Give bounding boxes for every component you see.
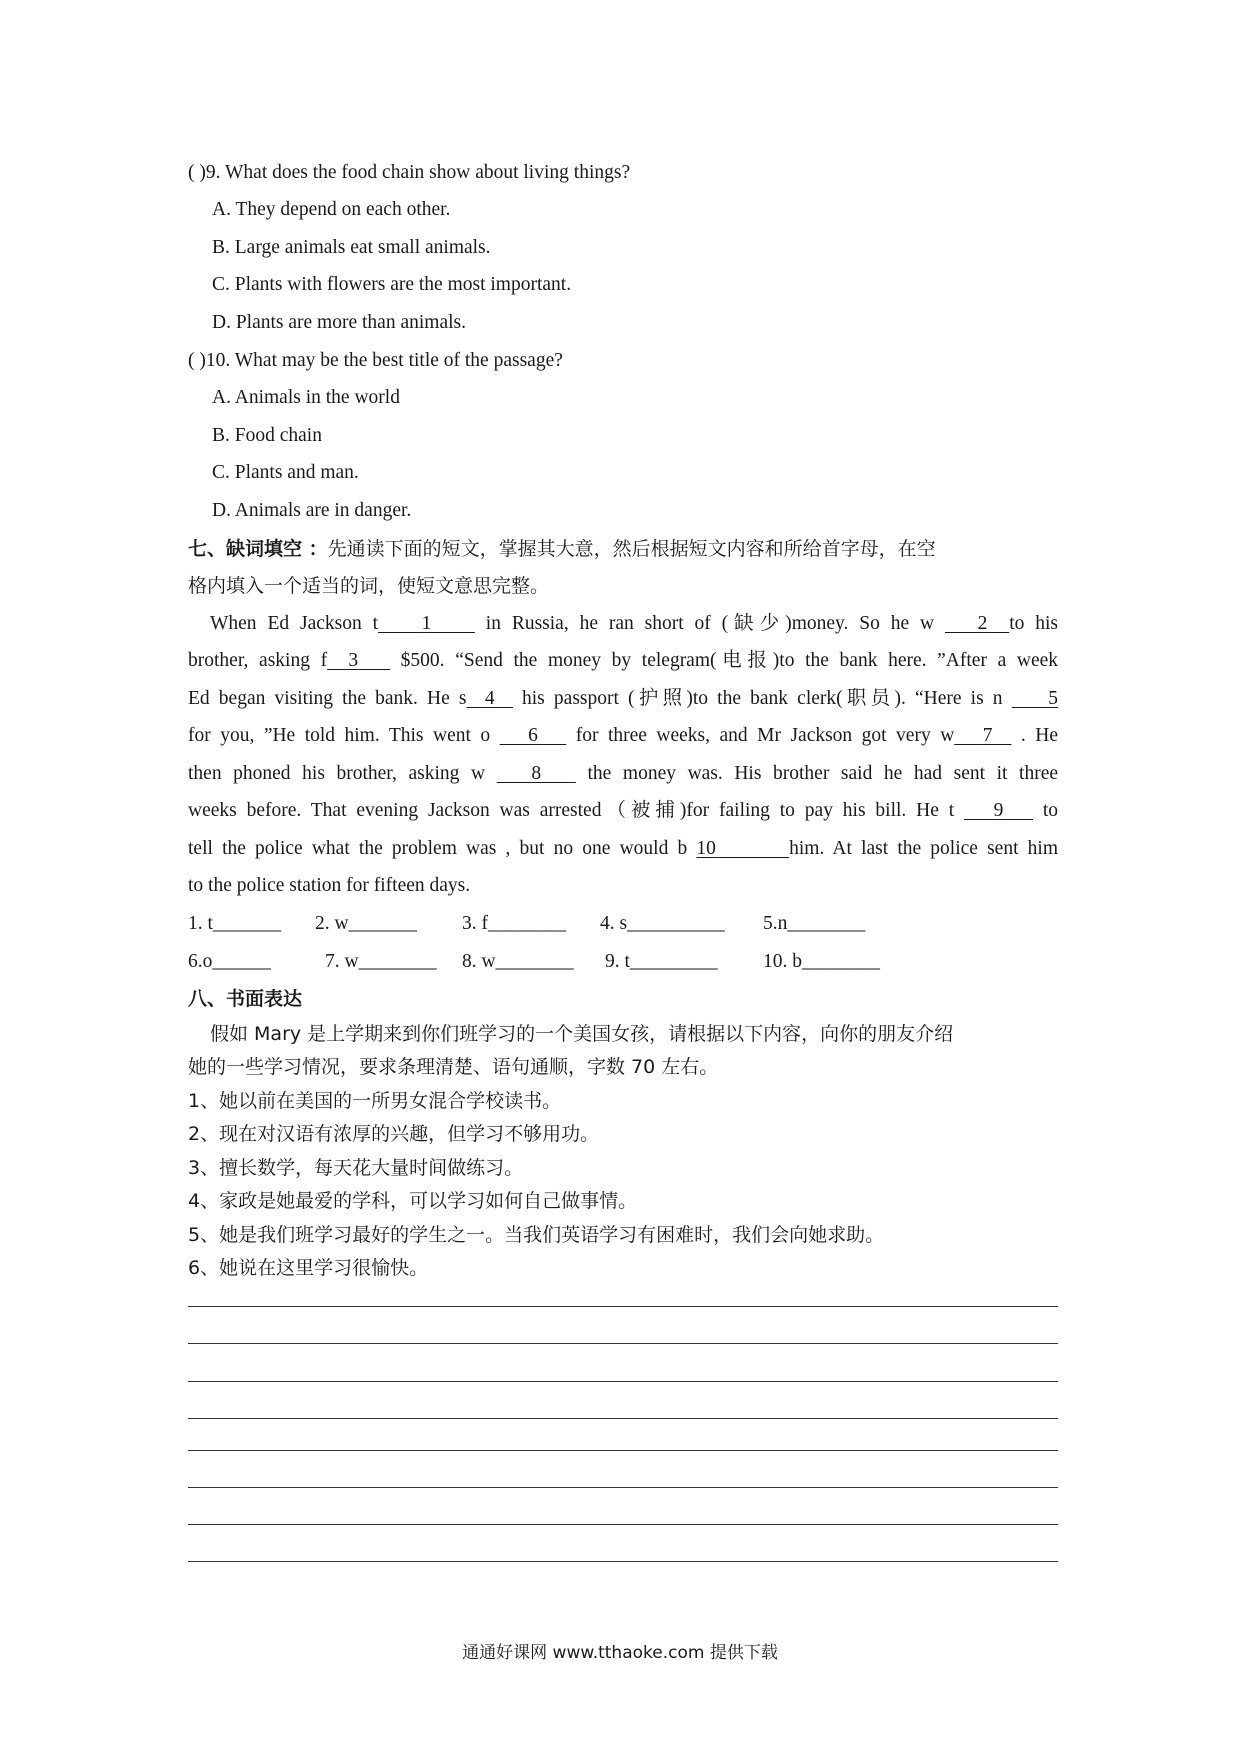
passage-text: for three weeks, and Mr Jackson got very w	[566, 725, 955, 746]
writing-point-2: 2、现在对汉语有浓厚的兴趣，但学习不够用功。	[188, 1123, 600, 1145]
passage-text: When Ed Jackson t	[210, 613, 379, 634]
blank-number: 4	[484, 688, 495, 709]
blank-number: 7	[982, 725, 993, 746]
passage-line	[188, 648, 1058, 674]
blank-number: 1	[421, 613, 432, 634]
q9-option-d: D. Plants are more than animals.	[212, 312, 466, 333]
writing-point-3: 3、擅长数学，每天花大量时间做练习。	[188, 1157, 524, 1179]
q9-option-b: B. Large animals eat small animals.	[212, 237, 491, 258]
question-10-stem: ( )10. What may be the best title of the passage?	[188, 350, 563, 371]
passage-line	[210, 611, 1058, 637]
section-7-instruction-line2: 格内填入一个适当的词，使短文意思完整。	[188, 575, 550, 597]
passage-line	[188, 798, 1058, 824]
passage-line	[188, 723, 1058, 749]
writing-line[interactable]	[188, 1418, 1058, 1419]
q9-option-a: A. They depend on each other.	[212, 199, 451, 220]
passage-text: to his	[1009, 613, 1059, 634]
section-8-heading: 八、书面表达	[188, 988, 303, 1010]
passage-line	[188, 836, 1058, 862]
blank-number: 3	[348, 650, 359, 671]
passage-text: him. At last the police sent him	[789, 838, 1058, 859]
passage-text: for you, ”He told him. This went o	[188, 725, 500, 746]
blank-1	[378, 613, 475, 634]
q10-option-a: A. Animals in the world	[212, 387, 400, 408]
passage-line: to the police station for fifteen days.	[188, 875, 471, 896]
blank-number: 5	[1048, 688, 1059, 709]
writing-line[interactable]	[188, 1306, 1058, 1307]
q10-option-b: B. Food chain	[212, 425, 322, 446]
question-9-stem: ( )9. What does the food chain show about living things?	[188, 162, 631, 183]
passage-line	[188, 761, 1058, 787]
answer-slot-3[interactable]: 3. f________	[462, 913, 566, 934]
writing-line[interactable]	[188, 1524, 1058, 1525]
blank-number: 6	[528, 725, 538, 746]
writing-line[interactable]	[188, 1381, 1058, 1382]
blank-number: 9	[993, 800, 1004, 821]
passage-text: . He	[1011, 725, 1059, 746]
answer-slot-2[interactable]: 2. w_______	[315, 913, 417, 934]
blank-number: 10	[696, 838, 716, 859]
passage-text: weeks before. That evening Jackson was arrested（被捕)for failing to pay his bill. He t	[188, 800, 965, 821]
blank-2	[945, 613, 1009, 634]
blank-8	[497, 763, 576, 784]
writing-point-6: 6、她说在这里学习很愉快。	[188, 1257, 429, 1279]
section-8-intro-line2: 她的一些学习情况，要求条理清楚、语句通顺，字数 70 左右。	[188, 1056, 719, 1078]
blank-4	[467, 688, 513, 709]
section-8-intro-line1: 假如 Mary 是上学期来到你们班学习的一个美国女孩，请根据以下内容，向你的朋友介绍	[210, 1023, 954, 1045]
section-7-instruction	[188, 536, 1058, 562]
q9-option-c: C. Plants with flowers are the most important.	[212, 274, 572, 295]
passage-text: then phoned his brother, asking w	[188, 763, 497, 784]
writing-line[interactable]	[188, 1343, 1058, 1344]
blank-9	[964, 800, 1033, 821]
blank-number: 2	[977, 613, 988, 634]
passage-text: in Russia, he ran short of (缺少)money. So he w	[474, 613, 946, 634]
passage-text: tell the police what the problem was , but no one would b	[188, 838, 697, 859]
blank-5	[1012, 688, 1058, 709]
passage-text: brother, asking f	[188, 650, 328, 671]
answer-slot-5[interactable]: 5.n________	[763, 913, 866, 934]
writing-point-5: 5、她是我们班学习最好的学生之一。当我们英语学习有困难时，我们会向她求助。	[188, 1224, 885, 1246]
blank-number: 8	[531, 763, 542, 784]
blank-7	[954, 725, 1011, 746]
answer-slot-4[interactable]: 4. s__________	[600, 913, 725, 934]
answer-slot-9[interactable]: 9. t_________	[605, 951, 718, 972]
writing-line[interactable]	[188, 1450, 1058, 1451]
passage-text: his passport (护照)to the bank clerk(职员). “Here is n	[512, 688, 1012, 709]
passage-text: to	[1032, 800, 1059, 821]
blank-10	[696, 838, 789, 859]
answer-slot-6[interactable]: 6.o______	[188, 951, 271, 972]
section-7-instruction-line1: 先通读下面的短文，掌握其大意，然后根据短文内容和所给首字母，在空	[327, 538, 936, 560]
answer-slot-7[interactable]: 7. w________	[325, 951, 437, 972]
writing-line[interactable]	[188, 1487, 1058, 1488]
answer-slot-10[interactable]: 10. b________	[763, 951, 880, 972]
writing-point-4: 4、家政是她最爱的学科，可以学习如何自己做事情。	[188, 1190, 638, 1212]
passage-text: Ed began visiting the bank. He s	[188, 688, 467, 709]
q10-option-c: C. Plants and man.	[212, 462, 359, 483]
writing-point-1: 1、她以前在美国的一所男女混合学校读书。	[188, 1090, 562, 1112]
q10-option-d: D. Animals are in danger.	[212, 500, 412, 521]
passage-line	[188, 686, 1058, 712]
answer-slot-1[interactable]: 1. t_______	[188, 913, 282, 934]
blank-3	[327, 650, 390, 671]
passage-text: the money was. His brother said he had sent it three	[575, 763, 1059, 784]
answer-slot-8[interactable]: 8. w________	[462, 951, 574, 972]
blank-6	[500, 725, 567, 746]
footer-credit: 通通好课网 www.tthaoke.com 提供下载	[462, 1643, 778, 1663]
writing-line[interactable]	[188, 1561, 1058, 1562]
passage-text: $500. “Send the money by telegram(电报)to the bank here. ”After a week	[390, 650, 1059, 671]
section-7-heading: 七、缺词填空 ：	[188, 538, 328, 560]
